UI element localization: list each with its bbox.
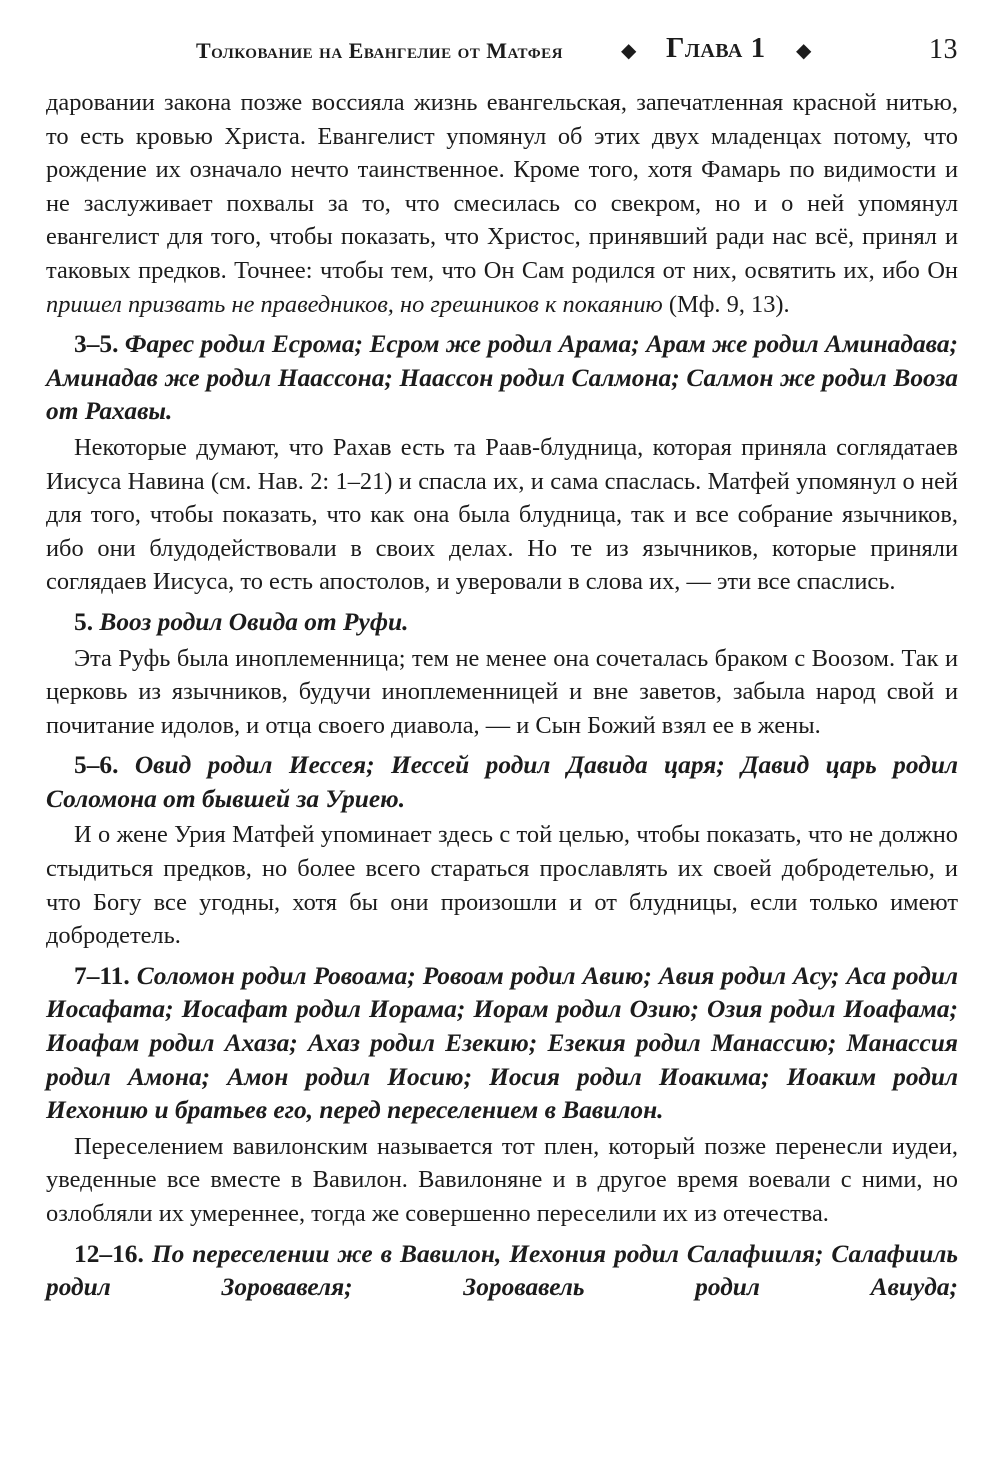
- verse-heading: [46, 749, 958, 816]
- diamond-separator-icon: ◆: [621, 40, 637, 62]
- verse-reference: 12–16.: [74, 1239, 144, 1268]
- verse-reference: 5.: [74, 607, 94, 636]
- verse-heading: [46, 328, 958, 429]
- commentary-paragraph: И о жене Урия Матфей упоминает здесь с той целью, чтобы показать, что не должно стыдиться предков, но более всего стараться прославлять их своей добродетелью, и что Богу все угодны, хотя бы они произошли и от блудницы, если только имеют добродетель.: [46, 821, 958, 950]
- commentary-paragraph: даровании закона позже воссияла жизнь евангельская, запечатленная красной нитью, то есть кровью Христа. Евангелист упомянул об этих двух младенцах потому, что рождение их означало нечто таинственное. Кроме того, хотя Фамарь по видимости и не заслуживает похвалы за то, что смесилась со свекром, но и о ней упомянул евангелист для того, чтобы показать, что Христос, принявший ради нас всё, принял и таковых предков. Точнее: чтобы тем, что Он Сам родился от них, освятить их, ибо Он пришел призвать не праведников, но грешников к покаянию (Мф. 9, 13).: [46, 89, 958, 318]
- verse-heading: [46, 606, 958, 640]
- running-header: [46, 34, 958, 70]
- verse-text: Фарес родил Есрома; Есром же родил Арама; Арам же родил Аминадава; Аминадав же родил Наассона; Наассон родил Салмона; Салмон же родил Вооза от Рахавы.: [46, 330, 958, 426]
- verse-heading: [46, 960, 958, 1128]
- verse-reference: 5–6.: [74, 751, 119, 780]
- commentary-paragraph: Некоторые думают, что Рахав есть та Раав-блудница, которая приняла соглядатаев Иисуса Навина (см. Нав. 2: 1–21) и спасла их, и сама спаслась. Матфей упомянул о ней для того, чтобы показать, что как она была блудница, так и все собрание язычников, ибо они блудодействовали в своих делах. Но те из язычников, которые приняли соглядаев Иисуса, то есть апостолов, и уверовали в слова их, — эти все спаслись.: [46, 433, 958, 596]
- verse-reference: 3–5.: [74, 330, 119, 359]
- commentary-paragraph: Переселением вавилонским называется тот плен, который позже перенесли иудеи, уведенные все вместе в Вавилон. Вавилоняне и в другое время воевали с ними, но озлобляли их умереннее, тогда же совершенно переселили их из отечества.: [46, 1132, 958, 1227]
- verse-text: По переселении же в Вавилон, Иехония родил Салафииля; Салафииль родил Зоровавеля; Зоровавель родил Авиуда;: [46, 1239, 958, 1302]
- verse-text: Вооз родил Овида от Руфи.: [99, 607, 409, 636]
- scripture-quote: пришел призвать не праведников, но грешников к покаянию: [46, 290, 663, 318]
- page-body: [46, 86, 958, 1307]
- verse-text: Соломон родил Ровоама; Ровоам родил Авию; Авия родил Асу; Аса родил Иосафата; Иосафат родил Иорама; Иорам родил Озию; Озия родил Иоафама; Иоафам родил Ахаза; Ахаз родил Езекию; Езекия родил Манассию; Манассия родил Амона; Амон родил Иосию; Иосия родил Иоакима; Иоаким родил Иехонию и братьев его, перед переселением в Вавилон.: [46, 961, 958, 1125]
- chapter-title: Глава 1: [666, 32, 766, 64]
- verse-text: Овид родил Иессея; Иессей родил Давида царя; Давид царь родил Соломона от бывшей за Уриею.: [46, 751, 958, 813]
- verse-heading: [46, 1238, 958, 1305]
- book-title: Толкование на Евангелие от Матфея: [196, 38, 563, 63]
- page-number: 13: [929, 34, 958, 65]
- commentary-paragraph: Эта Руфь была иноплеменница; тем не менее она сочеталась браком с Воозом. Так и церковь из язычников, будучи иноплеменницей и вне заветов, забыла народ свой и почитание идолов, и отца своего диавола, — и Сын Божий взял ее в жены.: [46, 644, 958, 739]
- verse-reference: 7–11.: [74, 961, 130, 990]
- diamond-separator-icon: ◆: [796, 40, 812, 62]
